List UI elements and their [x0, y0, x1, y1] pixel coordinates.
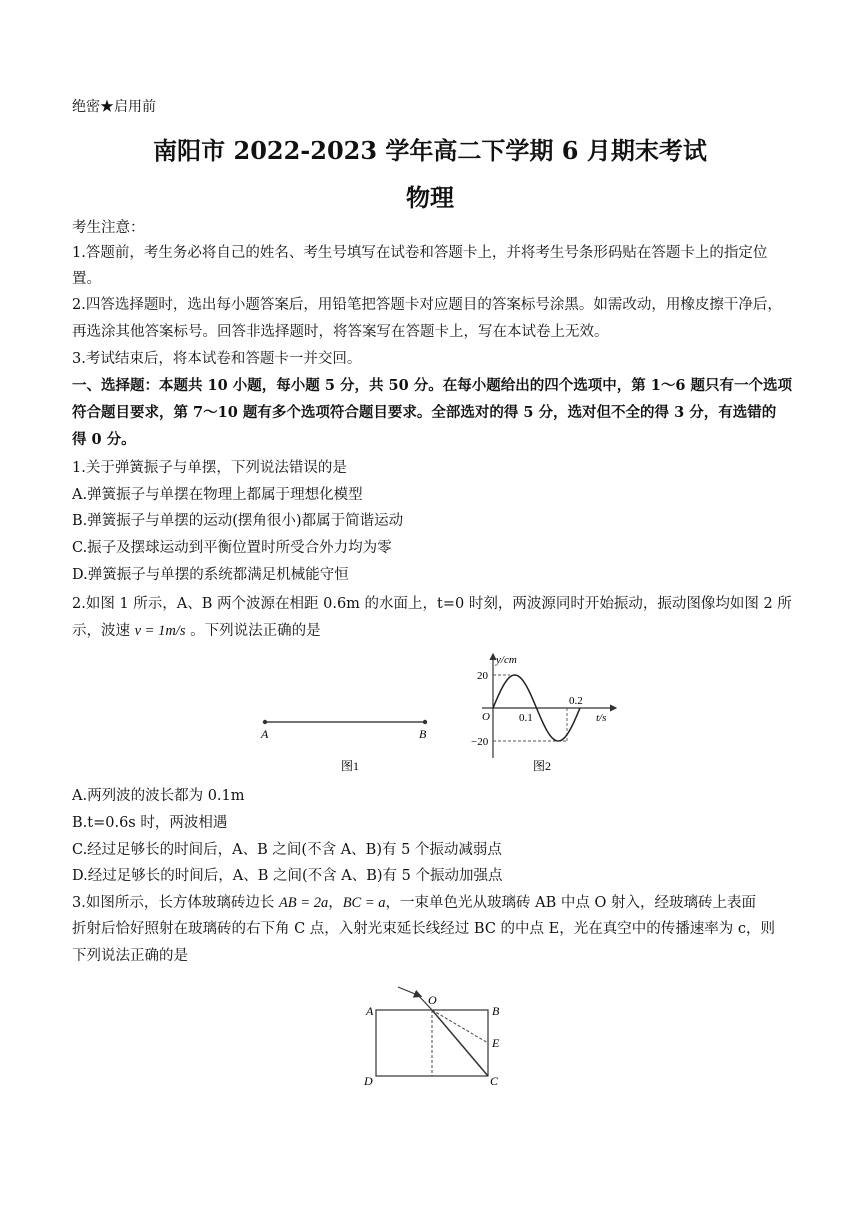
fig2-caption: 图2 [533, 759, 552, 773]
fig2-ylabel: y/cm [496, 654, 517, 666]
q1-option-c: C.振子及摆球运动到平衡位置时所受合外力均为零 [72, 540, 392, 556]
notice-item-3: 3.考试结束后，将本试卷和答题卡一并交回。 [72, 351, 362, 367]
q1-option-a: A.弹簧振子与单摆在物理上都属于理想化模型 [72, 487, 363, 503]
fig1-label-b: B [419, 727, 427, 741]
q3-stem-a2: ，一束单色光从玻璃砖 AB 中点 O 射入，经玻璃砖上表面 [385, 895, 756, 911]
notice-item-1a: 1.答题前，考生务必将自己的姓名、考生号填写在试卷和答题卡上，并将考生号条形码贴在答题卡上的指定位 [72, 245, 768, 261]
q2-option-b: B.t=0.6s 时，两波相遇 [72, 815, 228, 831]
subject-title: 物理 [406, 183, 454, 212]
q3-stem-a [72, 893, 792, 913]
q2-option-a: A.两列波的波长都为 0.1m [72, 788, 245, 804]
q2-option-d: D.经过足够长的时间后，A、B 之间(不含 A、B)有 5 个振动加强点 [72, 868, 503, 884]
incident-arrow [398, 987, 420, 996]
q1-stem: 1.关于弹簧振子与单摆，下列说法错误的是 [72, 460, 347, 476]
fig2-tick-0-1: 0.1 [519, 712, 533, 724]
fig2-y-bottom: −20 [471, 736, 489, 748]
fig3-label-a: A [366, 1004, 374, 1018]
fig2-origin: O [482, 711, 490, 723]
q3-sep: ， [328, 895, 343, 911]
section-1-line-2: 符合题目要求，第 7～10 题有多个选项符合题目要求。全部选对的得 5 分，选对但不全的得 3 分，有选错的 [72, 404, 777, 421]
notice-item-2a: 2.四答选择题时，选出每小题答案后，用铅笔把答题卡对应题目的答案标号涂黑。如需改动，用橡皮擦干净后， [72, 297, 782, 313]
section-1-line-1: 一、选择题：本题共 10 小题，每小题 5 分，共 50 分。在每小题给出的四个选项中，第 1～6 题只有一个选项 [72, 377, 793, 394]
fig2-xlabel: t/s [596, 712, 607, 724]
q2-stem-b [72, 621, 792, 641]
exam-title: 南阳市 2022-2023 学年高二下学期 6 月期末考试 [153, 136, 707, 165]
fig2-tick-0-2: 0.2 [569, 695, 583, 707]
q3-stem-c: 下列说法正确的是 [72, 948, 188, 964]
q2-stem-a: 2.如图 1 所示，A、B 两个波源在相距 0.6m 的水面上，t=0 时刻，两波源同时开始振动，振动图像均如图 2 所 [72, 596, 792, 612]
q2-figure-1 [245, 700, 445, 780]
q3-math-ab: AB = 2a [278, 895, 329, 911]
fig3-label-c: C [490, 1074, 499, 1088]
fig1-label-a: A [261, 727, 269, 741]
notice-item-2b: 再选涂其他答案标号。回答非选择题时，将答案写在答题卡上，写在本试卷上无效。 [72, 324, 609, 340]
q3-math-bc: BC = a [342, 895, 386, 911]
q1-option-b: B.弹簧振子与单摆的运动(摆角很小)都属于简谐运动 [72, 513, 404, 529]
notice-heading: 考生注意： [72, 220, 145, 236]
q3-stem-b: 折射后恰好照射在玻璃砖的右下角 C 点，入射光束延长线经过 BC 的中点 E，光在真空中的传播速率为 c，则 [72, 921, 775, 937]
q3-stem-a1: 3.如图所示，长方体玻璃砖边长 [72, 895, 279, 911]
confidential-mark: 绝密★启用前 [72, 99, 156, 115]
q2-option-c: C.经过足够长的时间后，A、B 之间(不含 A、B)有 5 个振动减弱点 [72, 842, 502, 858]
notice-item-1b: 置。 [72, 271, 101, 287]
q2-stem-b1: 示，波速 [72, 623, 135, 639]
incident-extension [432, 1010, 488, 1043]
q2-figure-2 [462, 650, 622, 780]
fig3-label-b: B [492, 1004, 500, 1018]
fig3-label-d: D [364, 1074, 373, 1088]
refracted-ray [432, 1010, 488, 1076]
q1-option-d: D.弹簧振子与单摆的系统都满足机械能守恒 [72, 567, 349, 583]
fig3-label-e: E [492, 1036, 500, 1050]
section-1-line-3: 得 0 分。 [72, 431, 136, 448]
q2-stem-b2: 。下列说法正确的是 [185, 623, 321, 639]
fig3-label-o: O [428, 993, 437, 1007]
q2-wave-speed: v = 1m/s [134, 623, 186, 639]
fig2-y-top: 20 [477, 670, 488, 682]
q3-figure [350, 975, 520, 1090]
fig1-caption: 图1 [341, 759, 360, 773]
